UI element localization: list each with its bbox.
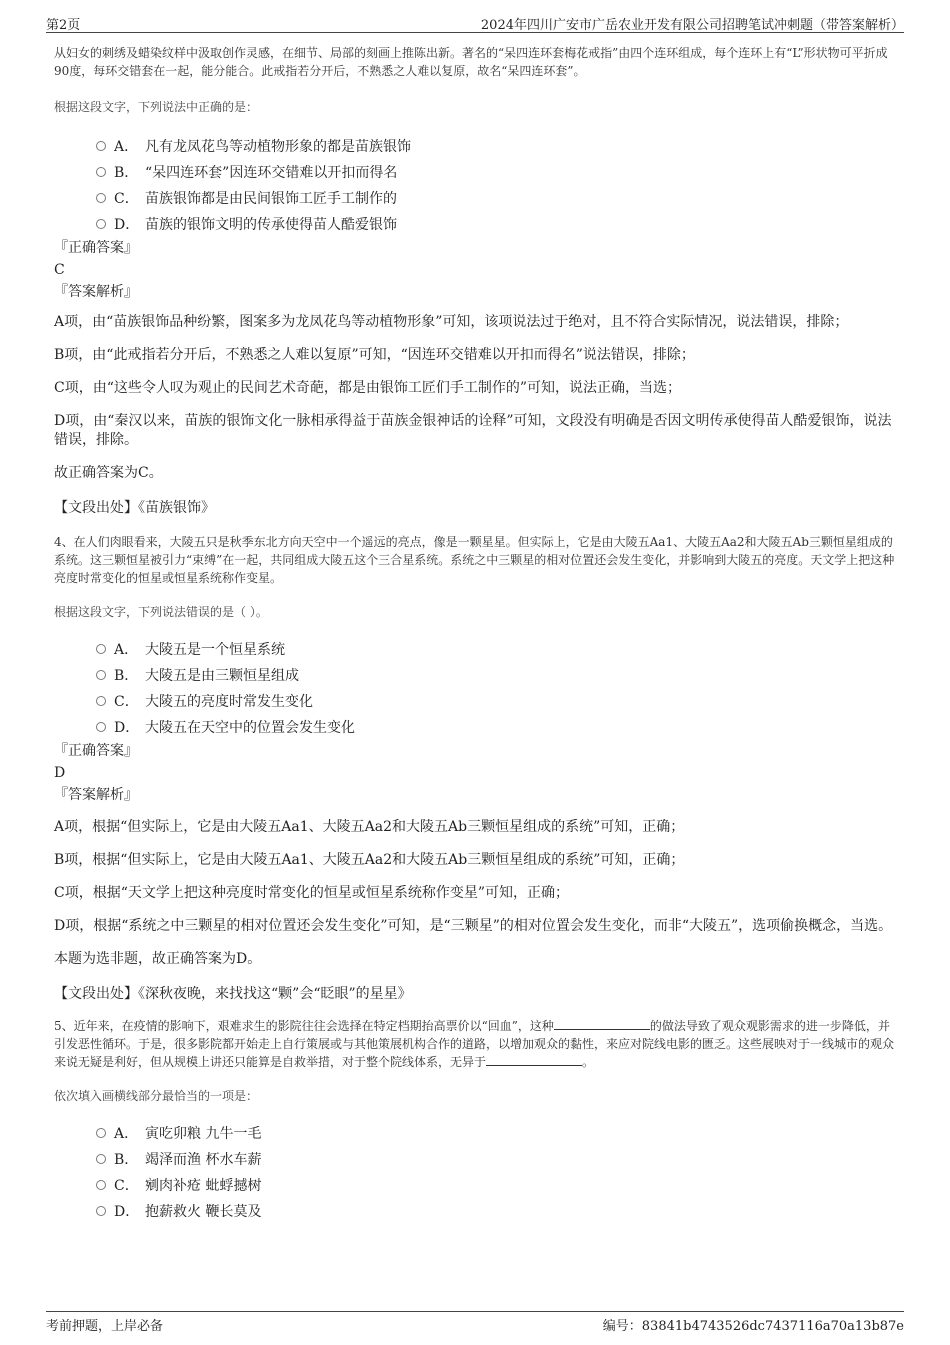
q5-passage: 5、近年来，在疫情的影响下，艰难求生的影院往往会选择在特定档期抬高票价以“回血”，这种 的做法导致了观众观影需求的进一步降低，并引发恶性循环。于是，很多影院都开始走上自行策展或与其他策展机构合作的道路，以增加观众的黏性，来应对院线电影的匮乏。这些展映对于一线城市的观众来说无疑是利好，但从规模上讲还只能算是自救举措，对于整个院线体系，无异于 。 xyxy=(54,1019,895,1069)
page-footer xyxy=(46,1311,904,1334)
q3-prompt: 根据这段文字，下列说法中正确的是： xyxy=(54,100,259,114)
q3-analysis-a: A项，由“苗族银饰品种纷繁，图案多为龙凤花鸟等动植物形象”可知，该项说法过于绝对，且不符合实际情况，说法错误，排除； xyxy=(54,314,849,330)
page-content xyxy=(54,44,900,1224)
q5-option-c[interactable]: C． 剜肉补疮 蚍蜉撼树 xyxy=(54,1172,900,1198)
q4-prompt: 根据这段文字，下列说法错误的是（ ）。 xyxy=(54,605,268,619)
q4-option-b[interactable]: B． 大陵五是由三颗恒星组成 xyxy=(54,662,900,688)
q5-prompt: 依次填入画横线部分最恰当的一项是： xyxy=(54,1089,259,1103)
q4-answer: D xyxy=(54,765,66,781)
q3-conclusion: 故正确答案为C。 xyxy=(54,465,163,481)
q4-analysis-b: B项，根据“但实际上，它是由大陵五Aa1、大陵五Aa2和大陵五Ab三颗恒星组成的系统”可知，正确； xyxy=(54,852,685,868)
page-header xyxy=(46,10,904,33)
document-title: 2024年四川广安市广岳农业开发有限公司招聘笔试冲刺题（带答案解析） xyxy=(480,18,904,33)
q3-source: 【文段出处】《苗族银饰》 xyxy=(54,500,215,516)
page-number: 第2页 xyxy=(46,18,81,33)
q4-options xyxy=(54,636,900,740)
q3-answer: C xyxy=(54,262,65,278)
q3-options xyxy=(54,133,900,237)
radio-icon[interactable] xyxy=(96,644,106,654)
q3-answer-label: 『正确答案』 xyxy=(54,240,138,256)
q4-option-c[interactable]: C． 大陵五的亮度时常发生变化 xyxy=(54,688,900,714)
radio-icon[interactable] xyxy=(96,696,106,706)
radio-icon[interactable] xyxy=(96,193,106,203)
radio-icon[interactable] xyxy=(96,722,106,732)
q4-source: 【文段出处】《深秋夜晚，来找找这“颗”会“眨眼”的星星》 xyxy=(54,986,412,1002)
q4-answer-label: 『正确答案』 xyxy=(54,743,138,759)
q3-analysis-label: 『答案解析』 xyxy=(54,284,138,300)
radio-icon[interactable] xyxy=(96,1206,106,1216)
q3-option-c[interactable]: C． 苗族银饰都是由民间银饰工匠手工制作的 xyxy=(54,185,900,211)
q4-analysis-c: C项，根据“天文学上把这种亮度时常变化的恒星或恒星系统称作变星”可知，正确； xyxy=(54,885,570,901)
q4-option-a[interactable]: A． 大陵五是一个恒星系统 xyxy=(54,636,900,662)
q4-option-d[interactable]: D． 大陵五在天空中的位置会发生变化 xyxy=(54,714,900,740)
footer-slogan: 考前押题，上岸必备 xyxy=(46,1319,164,1334)
q5-option-d[interactable]: D． 抱薪救火 鞭长莫及 xyxy=(54,1198,900,1224)
radio-icon[interactable] xyxy=(96,141,106,151)
q5-blank-1 xyxy=(554,1017,650,1030)
radio-icon[interactable] xyxy=(96,167,106,177)
q5-option-b[interactable]: B． 竭泽而渔 杯水车薪 xyxy=(54,1146,900,1172)
document-code: 编号：83841b4743526dc7437116a70a13b87e xyxy=(602,1319,904,1334)
radio-icon[interactable] xyxy=(96,219,106,229)
radio-icon[interactable] xyxy=(96,1154,106,1164)
q4-analysis-a: A项，根据“但实际上，它是由大陵五Aa1、大陵五Aa2和大陵五Ab三颗恒星组成的系统”可知，正确； xyxy=(54,819,685,835)
q4-conclusion: 本题为选非题，故正确答案为D。 xyxy=(54,951,262,967)
q4-passage: 4、在人们肉眼看来，大陵五只是秋季东北方向天空中一个遥远的亮点，像是一颗星星。但实际上，它是由大陵五Aa1、大陵五Aa2和大陵五Ab三颗恒星组成的系统。这三颗恒星被引力“束缚”在一起，共同组成大陵五这个三合星系统。系统之中三颗星的相对位置还会发生变化，并影响到大陵五的亮度。天文学上把这种亮度时常变化的恒星或恒星系统称作变星。 xyxy=(54,535,895,585)
q5-blank-2 xyxy=(486,1053,582,1066)
radio-icon[interactable] xyxy=(96,1180,106,1190)
q3-analysis-c: C项，由“这些令人叹为观止的民间艺术奇葩，都是由银饰工匠们手工制作的”可知，说法正确，当选； xyxy=(54,380,682,396)
q3-passage: 从妇女的刺绣及蜡染纹样中汲取创作灵感，在细节、局部的刻画上推陈出新。著名的“呆四连环套梅花戒指”由四个连环组成，每个连环上有“L”形状物可平折成90度，每环交错套在一起，能分能合。此戒指若分开后，不熟悉之人难以复原，故名“呆四连环套”。 xyxy=(54,46,888,78)
radio-icon[interactable] xyxy=(96,670,106,680)
q3-analysis-b: B项，由“此戒指若分开后，不熟悉之人难以复原”可知，“因连环交错难以开扣而得名”说法错误，排除； xyxy=(54,347,695,363)
q5-options xyxy=(54,1120,900,1224)
q5-option-a[interactable]: A． 寅吃卯粮 九牛一毛 xyxy=(54,1120,900,1146)
radio-icon[interactable] xyxy=(96,1128,106,1138)
q3-option-a[interactable]: A． 凡有龙凤花鸟等动植物形象的都是苗族银饰 xyxy=(54,133,900,159)
q3-option-d[interactable]: D． 苗族的银饰文明的传承使得苗人酷爱银饰 xyxy=(54,211,900,237)
q4-analysis-d: D项，根据“系统之中三颗星的相对位置还会发生变化”可知，是“三颗星”的相对位置会发生变化，而非“大陵五”，选项偷换概念，当选。 xyxy=(54,918,893,934)
q3-option-b[interactable]: B． “呆四连环套”因连环交错难以开扣而得名 xyxy=(54,159,900,185)
q3-analysis-d: D项，由“秦汉以来，苗族的银饰文化一脉相承得益于苗族金银神话的诠释”可知，文段没有明确是否因文明传承使得苗人酷爱银饰，说法错误，排除。 xyxy=(54,413,892,448)
q4-analysis-label: 『答案解析』 xyxy=(54,787,138,803)
